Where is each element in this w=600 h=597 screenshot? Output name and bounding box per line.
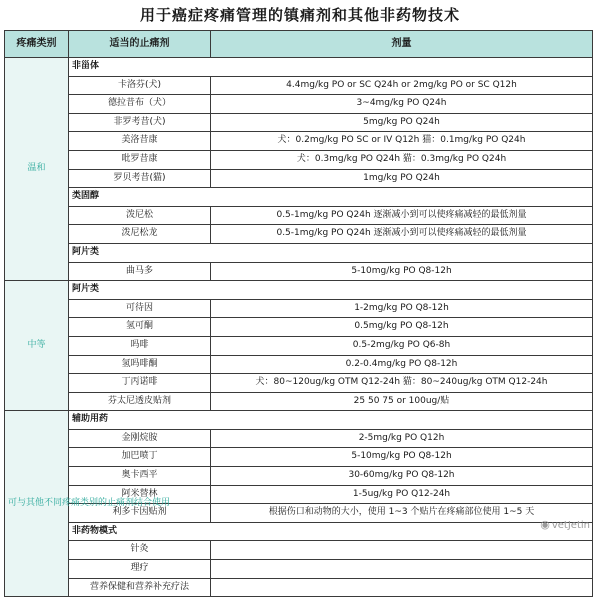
table-row — [5, 541, 593, 560]
drug-dose: 0.5-1mg/kg PO Q24h 逐渐减小到可以使疼痛减轻的最低剂量 — [211, 225, 593, 244]
drug-dose: 1-5ug/kg PO Q12-24h — [211, 485, 593, 504]
table-row — [5, 448, 593, 467]
table-row — [5, 95, 593, 114]
table-header-row — [5, 31, 593, 58]
drug-name: 卡洛芬(犬) — [69, 76, 211, 95]
table-row — [5, 169, 593, 188]
drug-dose: 30-60mg/kg PO Q8-12h — [211, 467, 593, 486]
header-analgesic: 适当的止痛剂 — [69, 31, 211, 58]
table-row — [5, 560, 593, 579]
drug-dose: 2-5mg/kg PO Q12h — [211, 429, 593, 448]
table-row — [5, 429, 593, 448]
drug-dose: 4.4mg/kg PO or SC Q24h or 2mg/kg PO or SC Q12h — [211, 76, 593, 95]
table-row — [5, 467, 593, 486]
drug-dose: 0.5-2mg/kg PO Q6-8h — [211, 336, 593, 355]
table-row — [5, 522, 593, 541]
drug-dose — [211, 578, 593, 597]
drug-name: 德拉昔布（犬） — [69, 95, 211, 114]
drug-name: 芬太尼透皮贴剂 — [69, 392, 211, 411]
category-moderate: 中等 — [5, 281, 69, 411]
table-row — [5, 392, 593, 411]
analgesic-table — [4, 30, 593, 597]
drug-name: 罗贝考昔(猫) — [69, 169, 211, 188]
table-row — [5, 150, 593, 169]
category-mild: 温和 — [5, 58, 69, 281]
drug-name: 阿米替林 — [69, 485, 211, 504]
group-nsaid: 非甾体 — [69, 58, 593, 77]
table-row — [5, 374, 593, 393]
drug-dose: 0.5mg/kg PO Q8-12h — [211, 318, 593, 337]
drug-name: 非罗考昔(犬) — [69, 113, 211, 132]
table-row — [5, 58, 593, 77]
drug-name: 理疗 — [69, 560, 211, 579]
drug-dose: 犬：0.2mg/kg PO SC or IV Q12h 猫：0.1mg/kg PO Q24h — [211, 132, 593, 151]
table-row — [5, 336, 593, 355]
drug-dose: 25 50 75 or 100ug/贴 — [211, 392, 593, 411]
group-nondrug: 非药物模式 — [69, 522, 593, 541]
table-row — [5, 76, 593, 95]
table-row — [5, 225, 593, 244]
drug-dose — [211, 541, 593, 560]
header-dose: 剂量 — [211, 31, 593, 58]
table-row — [5, 113, 593, 132]
drug-dose: 5-10mg/kg PO Q8-12h — [211, 448, 593, 467]
drug-dose: 1mg/kg PO Q24h — [211, 169, 593, 188]
drug-dose: 犬：80~120ug/kg OTM Q12-24h 猫：80~240ug/kg OTM Q12-24h — [211, 374, 593, 393]
drug-name: 营养保健和营养补充疗法 — [69, 578, 211, 597]
drug-dose: 0.2-0.4mg/kg PO Q8-12h — [211, 355, 593, 374]
table-row — [5, 578, 593, 597]
drug-dose: 5mg/kg PO Q24h — [211, 113, 593, 132]
drug-name: 奥卡西平 — [69, 467, 211, 486]
table-row — [5, 243, 593, 262]
drug-name: 吗啡 — [69, 336, 211, 355]
drug-dose: 1-2mg/kg PO Q8-12h — [211, 299, 593, 318]
drug-dose: 根据伤口和动物的大小，使用 1~3 个贴片在疼痛部位使用 1~5 天 — [211, 504, 593, 523]
drug-dose — [211, 560, 593, 579]
table-row — [5, 188, 593, 207]
table-row — [5, 318, 593, 337]
header-pain-category: 疼痛类别 — [5, 31, 69, 58]
drug-dose: 3~4mg/kg PO Q24h — [211, 95, 593, 114]
drug-dose: 0.5-1mg/kg PO Q24h 逐渐减小到可以使疼痛减轻的最低剂量 — [211, 206, 593, 225]
table-row — [5, 299, 593, 318]
table-row — [5, 281, 593, 300]
drug-name: 金刚烷胺 — [69, 429, 211, 448]
drug-dose: 犬：0.3mg/kg PO Q24h 猫：0.3mg/kg PO Q24h — [211, 150, 593, 169]
drug-name: 针灸 — [69, 541, 211, 560]
group-steroid: 类固醇 — [69, 188, 593, 207]
drug-name: 加巴喷丁 — [69, 448, 211, 467]
drug-name: 可待因 — [69, 299, 211, 318]
drug-dose: 5-10mg/kg PO Q8-12h — [211, 262, 593, 281]
watermark-text: vetJetin — [551, 520, 590, 531]
category-combined: 可与其他不同疼痛类别的止痛剂结合使用 — [5, 411, 69, 597]
table-row — [5, 262, 593, 281]
drug-name: 利多卡因贴剂 — [69, 504, 211, 523]
drug-name: 美洛昔康 — [69, 132, 211, 151]
table-row — [5, 132, 593, 151]
drug-name: 曲马多 — [69, 262, 211, 281]
weibo-icon: ◉ — [540, 518, 550, 531]
drug-name: 泼尼松龙 — [69, 225, 211, 244]
drug-name: 泼尼松 — [69, 206, 211, 225]
drug-name: 吡罗昔康 — [69, 150, 211, 169]
group-opioid2: 阿片类 — [69, 281, 593, 300]
group-opioid1: 阿片类 — [69, 243, 593, 262]
watermark — [540, 518, 590, 531]
drug-name: 氢可酮 — [69, 318, 211, 337]
page-title: 用于癌症疼痛管理的镇痛剂和其他非药物技术 — [139, 6, 460, 24]
group-adjuvant: 辅助用药 — [69, 411, 593, 430]
table-row — [5, 355, 593, 374]
drug-name: 丁丙诺啡 — [69, 374, 211, 393]
table-row — [5, 206, 593, 225]
drug-name: 氢吗啡酮 — [69, 355, 211, 374]
table-row — [5, 411, 593, 430]
